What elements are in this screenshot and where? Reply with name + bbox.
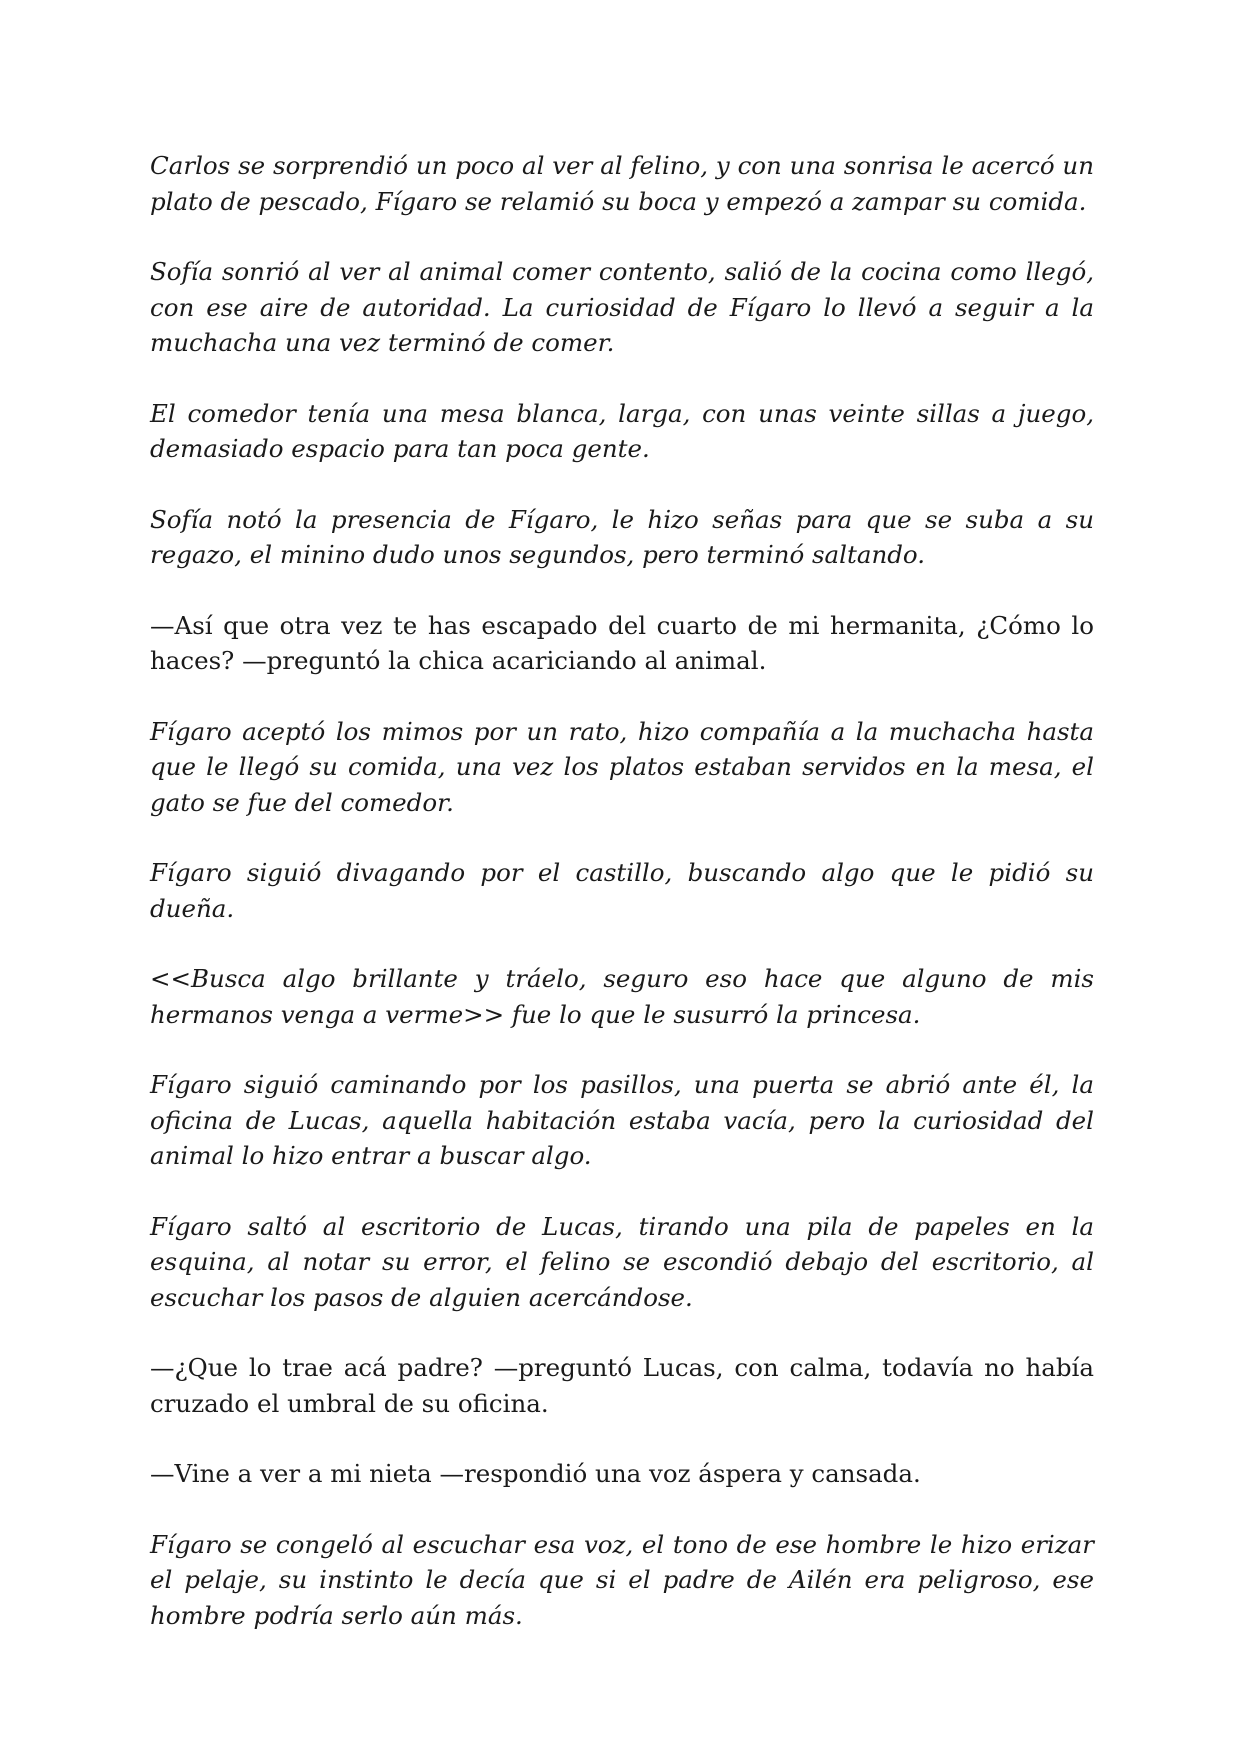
paragraph-12-dialogue: —Vine a ver a mi nieta —respondió una voz áspera y cansada. xyxy=(150,1459,921,1488)
paragraph-11-dialogue: —¿Que lo trae acá padre? —preguntó Lucas, con calma, todavía no había cruzado el umbral de su oficina. xyxy=(150,1353,1094,1418)
document-page xyxy=(150,148,1094,1668)
paragraph-2: Sofía sonrió al ver al animal comer contento, salió de la cocina como llegó, con ese aire de autoridad. La curiosidad de Fígaro lo llevó a seguir a la muchacha una vez terminó de comer. xyxy=(150,257,1094,357)
paragraph-5-dialogue: —Así que otra vez te has escapado del cuarto de mi hermanita, ¿Cómo lo haces? —preguntó la chica acariciando al animal. xyxy=(150,610,1094,675)
paragraph-9: Fígaro siguió caminando por los pasillos, una puerta se abrió ante él, la oficina de Lucas, aquella habitación estaba vacía, pero la curiosidad del animal lo hizo entrar a buscar algo. xyxy=(150,1070,1094,1170)
paragraph-13: Fígaro se congeló al escuchar esa voz, el tono de ese hombre le hizo erizar el pelaje, su instinto le decía que si el padre de Ailén era peligroso, ese hombre podría serlo aún más. xyxy=(150,1529,1094,1630)
paragraph-4: Sofía notó la presencia de Fígaro, le hizo señas para que se suba a su regazo, el minino dudo unos segundos, pero terminó saltando. xyxy=(150,504,1094,569)
paragraph-6: Fígaro aceptó los mimos por un rato, hizo compañía a la muchacha hasta que le llegó su comida, una vez los platos estaban servidos en la mesa, el gato se fue del comedor. xyxy=(150,716,1094,817)
paragraph-7: Fígaro siguió divagando por el castillo, buscando algo que le pidió su dueña. xyxy=(150,858,1094,923)
paragraph-3: El comedor tenía una mesa blanca, larga, con unas veinte sillas a juego, demasiado espacio para tan poca gente. xyxy=(150,398,1094,463)
paragraph-10: Fígaro saltó al escritorio de Lucas, tirando una pila de papeles en la esquina, al notar su error, el felino se escondió debajo del escritorio, al escuchar los pasos de alguien acercándose. xyxy=(150,1211,1094,1312)
paragraph-1: Carlos se sorprendió un poco al ver al felino, y con una sonrisa le acercó un plato de pescado, Fígaro se relamió su boca y empezó a zampar su comida. xyxy=(150,151,1094,216)
paragraph-8: <<Busca algo brillante y tráelo, seguro eso hace que alguno de mis hermanos venga a verme>> fue lo que le susurró la princesa. xyxy=(150,964,1094,1029)
